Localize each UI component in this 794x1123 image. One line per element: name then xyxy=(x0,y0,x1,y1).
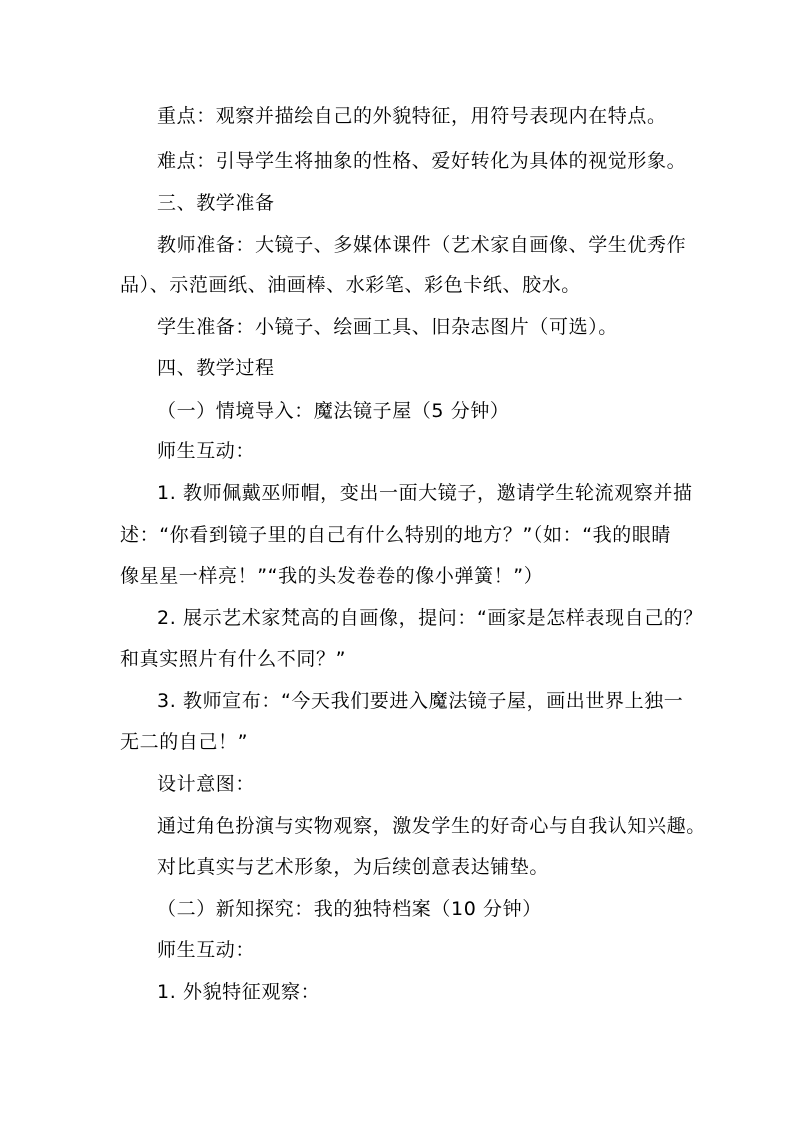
subsection-heading-explore: （二）新知探究：我的独特档案（10 分钟） xyxy=(157,898,542,920)
interaction-label-2: 师生互动： xyxy=(157,939,256,961)
step-3-continued: 无二的自己！” xyxy=(120,731,249,753)
subsection-heading-intro: （一）情境导入：魔法镜子屋（5 分钟） xyxy=(157,400,510,422)
teacher-prep-continued: 品）、示范画纸、油画棒、水彩笔、彩色卡纸、胶水。 xyxy=(120,274,581,296)
step-2-line: 2. 展示艺术家梵高的自画像，提问：“画家是怎样表现自己的？ xyxy=(157,607,704,629)
student-prep-line: 学生准备：小镜子、绘画工具、旧杂志图片（可选）。 xyxy=(157,316,618,338)
step-2-continued: 和真实照片有什么不同？” xyxy=(120,648,347,670)
step-1-continued-2: 像星星一样亮！”“我的头发卷卷的像小弹簧！”） xyxy=(120,565,544,587)
interaction-label: 师生互动： xyxy=(157,440,256,462)
step-1-continued: 述：“你看到镜子里的自己有什么特别的地方？”（如：“我的眼睛 xyxy=(120,524,672,546)
teacher-prep-line: 教师准备：大镜子、多媒体课件（艺术家自画像、学生优秀作 xyxy=(157,234,687,256)
difficulty-line: 难点：引导学生将抽象的性格、爱好转化为具体的视觉形象。 xyxy=(157,150,687,172)
step-3-line: 3. 教师宣布：“今天我们要进入魔法镜子屋，画出世界上独一 xyxy=(157,690,684,712)
section-heading-preparation: 三、教学准备 xyxy=(157,192,275,214)
design-intent-line-2: 对比真实与艺术形象，为后续创意表达铺垫。 xyxy=(157,856,550,878)
design-intent-label: 设计意图： xyxy=(157,773,256,795)
section-heading-process: 四、教学过程 xyxy=(157,357,275,379)
design-intent-line-1: 通过角色扮演与实物观察，激发学生的好奇心与自我认知兴趣。 xyxy=(157,815,706,837)
step-1-line: 1. 教师佩戴巫师帽，变出一面大镜子，邀请学生轮流观察并描 xyxy=(157,482,693,504)
key-point-line: 重点：观察并描绘自己的外貌特征，用符号表现内在特点。 xyxy=(157,105,667,127)
appearance-observation-line: 1. 外貌特征观察： xyxy=(157,981,321,1003)
